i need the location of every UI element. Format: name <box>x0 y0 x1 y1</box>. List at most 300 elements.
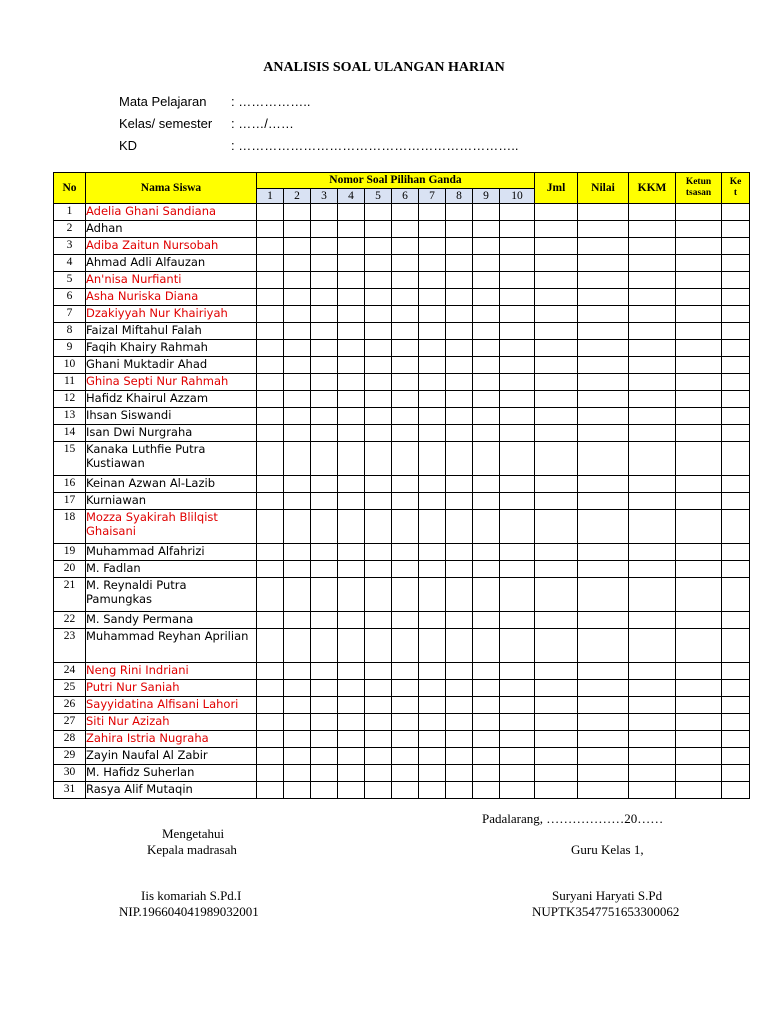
empty-cell <box>311 323 338 340</box>
table-row <box>54 272 750 289</box>
empty-cell <box>365 561 392 578</box>
empty-cell <box>338 357 365 374</box>
row-number: 3 <box>54 238 86 255</box>
empty-cell <box>676 391 722 408</box>
empty-cell <box>722 374 750 391</box>
empty-cell <box>392 357 419 374</box>
empty-cell <box>473 782 500 799</box>
empty-cell <box>629 748 676 765</box>
empty-cell <box>629 493 676 510</box>
empty-cell <box>365 357 392 374</box>
empty-cell <box>257 765 284 782</box>
table-row <box>54 731 750 748</box>
empty-cell <box>578 714 629 731</box>
empty-cell <box>311 340 338 357</box>
row-number: 24 <box>54 663 86 680</box>
empty-cell <box>284 697 311 714</box>
empty-cell <box>284 510 311 544</box>
empty-cell <box>446 680 473 697</box>
empty-cell <box>311 782 338 799</box>
empty-cell <box>257 578 284 612</box>
analysis-table <box>53 172 750 799</box>
empty-cell <box>500 442 535 476</box>
empty-cell <box>500 748 535 765</box>
empty-cell <box>419 238 446 255</box>
empty-cell <box>535 221 578 238</box>
empty-cell <box>722 765 750 782</box>
row-number: 31 <box>54 782 86 799</box>
empty-cell <box>392 578 419 612</box>
empty-cell <box>535 510 578 544</box>
row-number: 14 <box>54 425 86 442</box>
empty-cell <box>365 510 392 544</box>
empty-cell <box>365 680 392 697</box>
empty-cell <box>311 510 338 544</box>
empty-cell <box>311 680 338 697</box>
empty-cell <box>257 612 284 629</box>
empty-cell <box>578 391 629 408</box>
student-name: M. Hafidz Suherlan <box>86 765 257 782</box>
empty-cell <box>500 663 535 680</box>
empty-cell <box>311 748 338 765</box>
empty-cell <box>722 391 750 408</box>
empty-cell <box>676 680 722 697</box>
empty-cell <box>473 374 500 391</box>
empty-cell <box>419 357 446 374</box>
empty-cell <box>578 204 629 221</box>
row-number: 6 <box>54 289 86 306</box>
row-number: 12 <box>54 391 86 408</box>
meta-label: KD <box>119 138 138 153</box>
empty-cell <box>722 578 750 612</box>
empty-cell <box>535 561 578 578</box>
header-nama-siswa: Nama Siswa <box>86 173 257 204</box>
row-number: 28 <box>54 731 86 748</box>
row-number: 4 <box>54 255 86 272</box>
guru-nuptk: NUPTK3547751653300062 <box>532 904 680 919</box>
empty-cell <box>535 306 578 323</box>
empty-cell <box>500 323 535 340</box>
empty-cell <box>500 255 535 272</box>
empty-cell <box>578 374 629 391</box>
empty-cell <box>446 697 473 714</box>
empty-cell <box>392 697 419 714</box>
empty-cell <box>365 391 392 408</box>
empty-cell <box>578 408 629 425</box>
empty-cell <box>338 289 365 306</box>
empty-cell <box>338 442 365 476</box>
empty-cell <box>284 255 311 272</box>
empty-cell <box>338 510 365 544</box>
empty-cell <box>446 289 473 306</box>
student-name: M. Fadlan <box>86 561 257 578</box>
table-row <box>54 629 750 663</box>
empty-cell <box>257 391 284 408</box>
empty-cell <box>629 306 676 323</box>
empty-cell <box>365 374 392 391</box>
empty-cell <box>311 697 338 714</box>
student-name: Faqih Khairy Rahmah <box>86 340 257 357</box>
kepala-name: Iis komariah S.Pd.I <box>141 888 242 903</box>
empty-cell <box>676 289 722 306</box>
empty-cell <box>629 663 676 680</box>
empty-cell <box>311 544 338 561</box>
empty-cell <box>419 408 446 425</box>
empty-cell <box>722 272 750 289</box>
student-name: Faizal Miftahul Falah <box>86 323 257 340</box>
empty-cell <box>365 425 392 442</box>
empty-cell <box>419 323 446 340</box>
empty-cell <box>446 323 473 340</box>
empty-cell <box>392 714 419 731</box>
empty-cell <box>629 578 676 612</box>
empty-cell <box>500 357 535 374</box>
empty-cell <box>365 578 392 612</box>
empty-cell <box>365 238 392 255</box>
empty-cell <box>284 408 311 425</box>
header-kkm: KKM <box>629 173 676 204</box>
empty-cell <box>500 782 535 799</box>
empty-cell <box>392 748 419 765</box>
empty-cell <box>284 612 311 629</box>
empty-cell <box>473 323 500 340</box>
empty-cell <box>676 697 722 714</box>
empty-cell <box>473 748 500 765</box>
empty-cell <box>473 731 500 748</box>
empty-cell <box>473 544 500 561</box>
empty-cell <box>392 765 419 782</box>
empty-cell <box>500 374 535 391</box>
empty-cell <box>535 680 578 697</box>
empty-cell <box>535 238 578 255</box>
empty-cell <box>578 306 629 323</box>
empty-cell <box>392 340 419 357</box>
kepala-madrasah-label: Kepala madrasah <box>147 842 237 857</box>
table-row <box>54 221 750 238</box>
empty-cell <box>338 272 365 289</box>
student-name: Ahmad Adli Alfauzan <box>86 255 257 272</box>
empty-cell <box>446 493 473 510</box>
empty-cell <box>676 357 722 374</box>
empty-cell <box>446 204 473 221</box>
empty-cell <box>722 731 750 748</box>
empty-cell <box>500 391 535 408</box>
empty-cell <box>392 442 419 476</box>
empty-cell <box>311 442 338 476</box>
empty-cell <box>473 663 500 680</box>
empty-cell <box>257 374 284 391</box>
empty-cell <box>257 425 284 442</box>
empty-cell <box>419 578 446 612</box>
empty-cell <box>257 561 284 578</box>
empty-cell <box>311 561 338 578</box>
empty-cell <box>578 697 629 714</box>
row-number: 22 <box>54 612 86 629</box>
empty-cell <box>722 663 750 680</box>
empty-cell <box>722 714 750 731</box>
empty-cell <box>338 714 365 731</box>
table-row <box>54 408 750 425</box>
empty-cell <box>676 629 722 663</box>
empty-cell <box>392 782 419 799</box>
row-number: 11 <box>54 374 86 391</box>
empty-cell <box>676 340 722 357</box>
empty-cell <box>257 306 284 323</box>
empty-cell <box>365 731 392 748</box>
empty-cell <box>535 391 578 408</box>
empty-cell <box>722 629 750 663</box>
empty-cell <box>722 544 750 561</box>
empty-cell <box>284 340 311 357</box>
student-name: Hafidz Khairul Azzam <box>86 391 257 408</box>
empty-cell <box>257 510 284 544</box>
empty-cell <box>419 748 446 765</box>
empty-cell <box>629 357 676 374</box>
empty-cell <box>473 204 500 221</box>
empty-cell <box>284 578 311 612</box>
empty-cell <box>446 340 473 357</box>
empty-cell <box>419 374 446 391</box>
empty-cell <box>676 306 722 323</box>
empty-cell <box>392 476 419 493</box>
empty-cell <box>311 289 338 306</box>
meta-line <box>119 94 310 109</box>
empty-cell <box>311 493 338 510</box>
empty-cell <box>629 238 676 255</box>
empty-cell <box>535 731 578 748</box>
row-number: 30 <box>54 765 86 782</box>
empty-cell <box>535 255 578 272</box>
empty-cell <box>446 357 473 374</box>
empty-cell <box>257 493 284 510</box>
empty-cell <box>311 391 338 408</box>
empty-cell <box>257 663 284 680</box>
empty-cell <box>284 357 311 374</box>
empty-cell <box>676 612 722 629</box>
empty-cell <box>419 442 446 476</box>
meta-line <box>119 138 518 153</box>
empty-cell <box>311 425 338 442</box>
empty-cell <box>284 663 311 680</box>
empty-cell <box>578 544 629 561</box>
empty-cell <box>500 510 535 544</box>
empty-cell <box>473 306 500 323</box>
empty-cell <box>338 629 365 663</box>
empty-cell <box>578 442 629 476</box>
empty-cell <box>722 340 750 357</box>
empty-cell <box>257 289 284 306</box>
empty-cell <box>722 425 750 442</box>
empty-cell <box>392 204 419 221</box>
empty-cell <box>284 544 311 561</box>
empty-cell <box>535 663 578 680</box>
empty-cell <box>629 510 676 544</box>
empty-cell <box>473 561 500 578</box>
table-row <box>54 238 750 255</box>
empty-cell <box>338 748 365 765</box>
empty-cell <box>365 204 392 221</box>
empty-cell <box>722 476 750 493</box>
table-row <box>54 748 750 765</box>
empty-cell <box>365 476 392 493</box>
empty-cell <box>578 476 629 493</box>
row-number: 2 <box>54 221 86 238</box>
empty-cell <box>722 493 750 510</box>
empty-cell <box>629 731 676 748</box>
empty-cell <box>257 340 284 357</box>
row-number: 17 <box>54 493 86 510</box>
empty-cell <box>338 493 365 510</box>
empty-cell <box>284 289 311 306</box>
empty-cell <box>500 561 535 578</box>
empty-cell <box>629 476 676 493</box>
empty-cell <box>338 221 365 238</box>
table-row <box>54 544 750 561</box>
empty-cell <box>419 340 446 357</box>
student-name: Keinan Azwan Al-Lazib <box>86 476 257 493</box>
empty-cell <box>500 612 535 629</box>
empty-cell <box>338 663 365 680</box>
student-name: Adiba Zaitun Nursobah <box>86 238 257 255</box>
empty-cell <box>500 731 535 748</box>
student-name: M. Sandy Permana <box>86 612 257 629</box>
empty-cell <box>446 408 473 425</box>
empty-cell <box>473 697 500 714</box>
empty-cell <box>446 272 473 289</box>
empty-cell <box>446 731 473 748</box>
empty-cell <box>535 544 578 561</box>
empty-cell <box>722 357 750 374</box>
table-row <box>54 663 750 680</box>
empty-cell <box>446 714 473 731</box>
empty-cell <box>500 544 535 561</box>
empty-cell <box>629 391 676 408</box>
empty-cell <box>419 510 446 544</box>
empty-cell <box>392 272 419 289</box>
empty-cell <box>500 765 535 782</box>
empty-cell <box>473 510 500 544</box>
header-question-number: 1 <box>257 189 284 204</box>
empty-cell <box>419 629 446 663</box>
empty-cell <box>535 714 578 731</box>
empty-cell <box>578 663 629 680</box>
empty-cell <box>473 680 500 697</box>
row-number: 21 <box>54 578 86 612</box>
empty-cell <box>629 561 676 578</box>
empty-cell <box>365 255 392 272</box>
empty-cell <box>257 697 284 714</box>
empty-cell <box>338 731 365 748</box>
empty-cell <box>257 357 284 374</box>
empty-cell <box>284 238 311 255</box>
empty-cell <box>257 204 284 221</box>
student-name: Asha Nuriska Diana <box>86 289 257 306</box>
empty-cell <box>284 374 311 391</box>
empty-cell <box>535 289 578 306</box>
empty-cell <box>676 510 722 544</box>
empty-cell <box>446 391 473 408</box>
empty-cell <box>676 238 722 255</box>
empty-cell <box>500 680 535 697</box>
empty-cell <box>392 408 419 425</box>
empty-cell <box>629 714 676 731</box>
empty-cell <box>500 306 535 323</box>
empty-cell <box>419 697 446 714</box>
table-row <box>54 391 750 408</box>
row-number: 25 <box>54 680 86 697</box>
row-number: 20 <box>54 561 86 578</box>
table-row <box>54 340 750 357</box>
empty-cell <box>419 714 446 731</box>
empty-cell <box>473 714 500 731</box>
empty-cell <box>419 493 446 510</box>
empty-cell <box>338 425 365 442</box>
empty-cell <box>284 442 311 476</box>
empty-cell <box>500 697 535 714</box>
empty-cell <box>365 323 392 340</box>
empty-cell <box>284 306 311 323</box>
empty-cell <box>629 323 676 340</box>
empty-cell <box>257 544 284 561</box>
meta-value: : …………….. <box>231 94 311 109</box>
empty-cell <box>535 782 578 799</box>
header-question-number: 2 <box>284 189 311 204</box>
empty-cell <box>284 680 311 697</box>
empty-cell <box>311 255 338 272</box>
empty-cell <box>446 425 473 442</box>
empty-cell <box>535 493 578 510</box>
student-name: Dzakiyyah Nur Khairiyah <box>86 306 257 323</box>
empty-cell <box>446 663 473 680</box>
empty-cell <box>419 782 446 799</box>
student-name: Siti Nur Azizah <box>86 714 257 731</box>
empty-cell <box>338 544 365 561</box>
empty-cell <box>284 425 311 442</box>
empty-cell <box>338 697 365 714</box>
empty-cell <box>578 782 629 799</box>
header-question-number: 9 <box>473 189 500 204</box>
empty-cell <box>535 612 578 629</box>
empty-cell <box>535 408 578 425</box>
table-row <box>54 442 750 476</box>
empty-cell <box>446 612 473 629</box>
header-question-number: 3 <box>311 189 338 204</box>
row-number: 29 <box>54 748 86 765</box>
empty-cell <box>500 493 535 510</box>
empty-cell <box>500 408 535 425</box>
meta-label: Kelas/ semester <box>119 116 213 131</box>
empty-cell <box>535 272 578 289</box>
empty-cell <box>473 357 500 374</box>
row-number: 27 <box>54 714 86 731</box>
header-nilai: Nilai <box>578 173 629 204</box>
empty-cell <box>365 714 392 731</box>
table-row <box>54 714 750 731</box>
empty-cell <box>629 680 676 697</box>
empty-cell <box>676 561 722 578</box>
empty-cell <box>578 680 629 697</box>
empty-cell <box>419 476 446 493</box>
empty-cell <box>535 425 578 442</box>
empty-cell <box>629 289 676 306</box>
empty-cell <box>338 255 365 272</box>
header-ket: Ke t <box>722 173 750 204</box>
row-number: 19 <box>54 544 86 561</box>
row-number: 13 <box>54 408 86 425</box>
guru-name: Suryani Haryati S.Pd <box>552 888 663 903</box>
empty-cell <box>500 578 535 612</box>
empty-cell <box>676 493 722 510</box>
